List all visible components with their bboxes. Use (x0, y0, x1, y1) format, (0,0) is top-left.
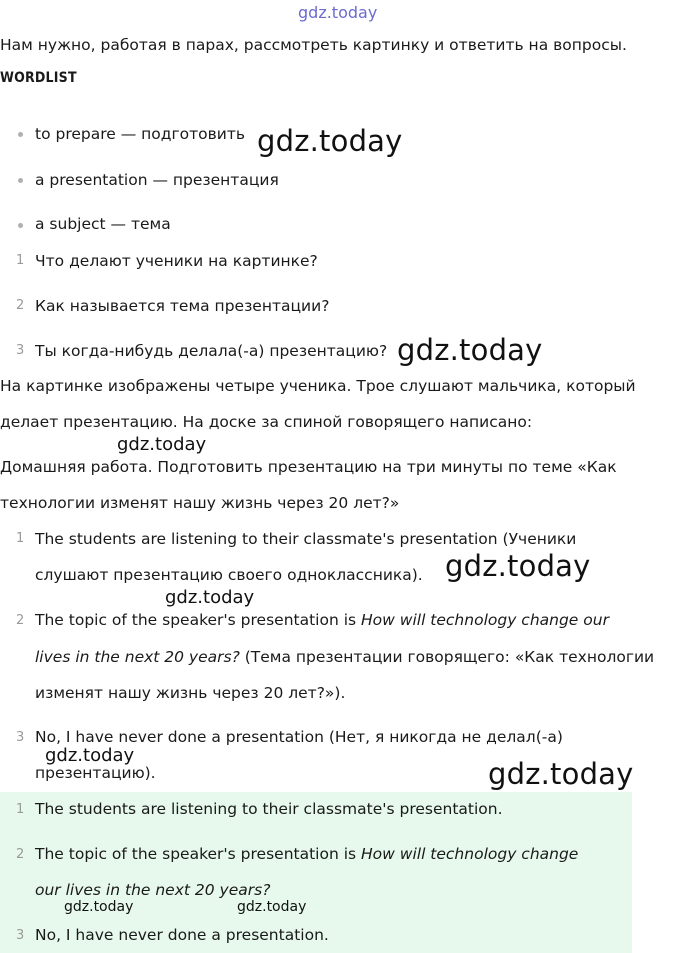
wordlist-item: a presentation — презентация (35, 171, 279, 189)
answer-text (35, 647, 654, 667)
answer-text: No, I have never done a presentation (Нет, я никогда не делал(-а) (35, 728, 563, 746)
description-line: Домашняя работа. Подготовить презентацию на три минуты по теме «Как (0, 458, 617, 476)
question-number: 2 (16, 298, 25, 313)
short-answer-text-italic: our lives in the next 20 years? (35, 881, 271, 899)
watermark: gdz.today (488, 757, 634, 791)
description-line: делает презентацию. На доске за спиной говорящего написано: (0, 413, 533, 431)
answer-text: изменят нашу жизнь через 20 лет?»). (35, 684, 346, 702)
bullet-icon (18, 223, 23, 228)
description-line: На картинке изображены четыре ученика. Трое слушают мальчика, который (0, 377, 636, 395)
answer-number: 1 (16, 531, 25, 546)
short-answer-number: 2 (16, 847, 25, 862)
answer-text-italic: lives in the next 20 years? (35, 648, 240, 666)
watermark-top: gdz.today (298, 3, 378, 22)
question-number: 1 (16, 253, 25, 268)
short-answer-number: 1 (16, 802, 25, 817)
watermark: gdz.today (397, 333, 543, 367)
question-text: Ты когда-нибудь делала(-а) презентацию? (35, 342, 388, 360)
watermark: gdz.today (257, 124, 403, 158)
watermark: gdz.today (237, 899, 307, 915)
bullet-icon (18, 178, 23, 183)
answer-text-italic: How will technology change our (361, 611, 609, 629)
answer-text-plain: (Тема презентации говорящего: «Как технологии (239, 648, 655, 666)
watermark: gdz.today (117, 434, 207, 455)
answer-text (35, 610, 609, 630)
answer-text: The students are listening to their classmate's presentation (Ученики (35, 530, 577, 548)
wordlist-item: to prepare — подготовить (35, 125, 245, 143)
answer-text: презентацию). (35, 764, 156, 782)
bullet-icon (18, 132, 23, 137)
watermark: gdz.today (45, 745, 135, 766)
watermark: gdz.today (64, 899, 134, 915)
answer-number: 3 (16, 730, 25, 745)
wordlist-heading: WORDLIST (0, 70, 77, 86)
answer-text-plain: The topic of the speaker's presentation is (35, 611, 362, 629)
short-answer-text: No, I have never done a presentation. (35, 926, 329, 944)
short-answer-text: The students are listening to their classmate's presentation. (35, 800, 503, 818)
answer-text: слушают презентацию своего одноклассника). (35, 566, 423, 584)
short-answer-text (35, 880, 270, 900)
question-text: Что делают ученики на картинке? (35, 252, 318, 270)
answer-number: 2 (16, 613, 25, 628)
short-answer-text (35, 844, 578, 864)
description-line: технологии изменят нашу жизнь через 20 лет?» (0, 494, 400, 512)
wordlist-item: a subject — тема (35, 215, 171, 233)
short-answer-text-italic: How will technology change (361, 845, 579, 863)
question-number: 3 (16, 343, 25, 358)
short-answer-number: 3 (16, 928, 25, 943)
watermark: gdz.today (445, 549, 591, 583)
question-text: Как называется тема презентации? (35, 297, 330, 315)
short-answer-text-plain: The topic of the speaker's presentation is (35, 845, 362, 863)
watermark: gdz.today (165, 587, 255, 608)
intro-text: Нам нужно, работая в парах, рассмотреть картинку и ответить на вопросы. (0, 36, 627, 54)
